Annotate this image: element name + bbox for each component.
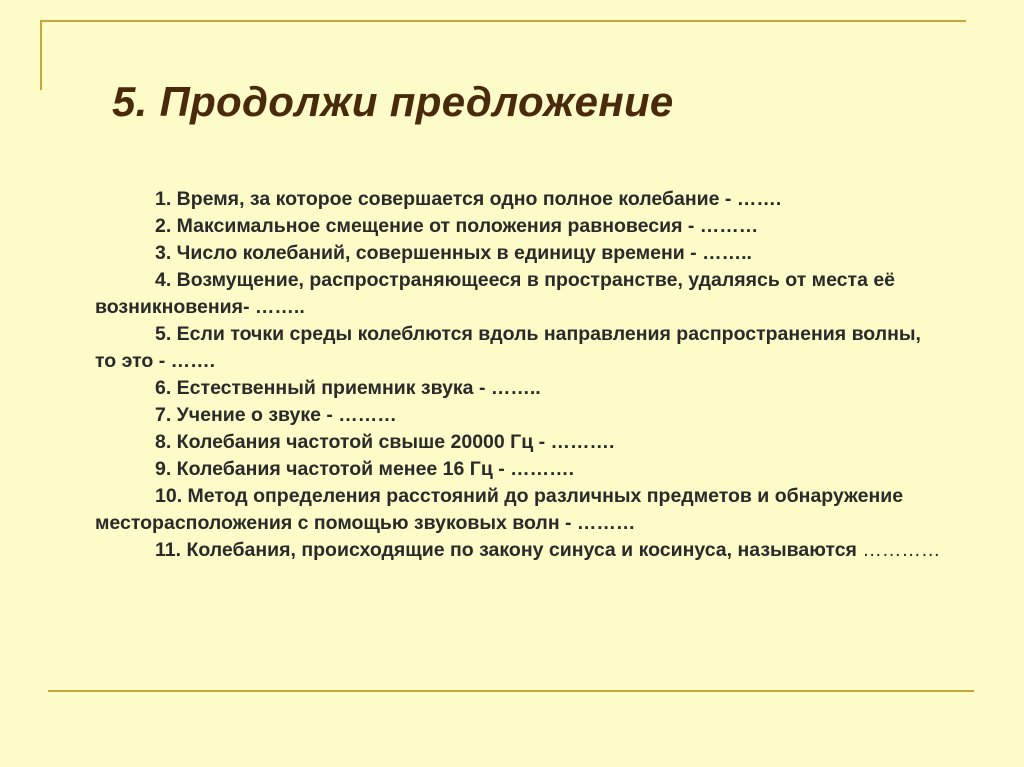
frame-bottom-line [48,690,974,692]
list-item: 7. Учение о звуке - ……… [155,404,397,426]
list-item: 2. Максимальное смещение от положения равновесия - ……… [155,215,759,237]
list-item: 8. Колебания частотой свыше 20000 Гц - ………. [155,431,615,453]
list-item: 1. Время, за которое совершается одно полное колебание - ……. [155,188,782,210]
list-item-last [95,537,945,564]
frame-top-line [40,20,966,22]
list-item: 9. Колебания частотой менее 16 Гц - ………. [155,458,575,480]
list-item: 3. Число колебаний, совершенных в единицу времени - …….. [155,242,752,264]
list-item: 4. Возмущение, распространяющееся в пространстве, удаляясь от места её возникновения- …….. [95,269,896,318]
question-list [95,186,945,564]
list-item: 10. Метод определения расстояний до различных предметов и обнаружение месторасположения с помощью звуковых волн - ……… [95,485,904,534]
list-item-text: 11. Колебания, происходящие по закону синуса и косинуса, называются [155,539,857,561]
blank-dots: ………… [862,539,941,561]
list-item: 5. Если точки среды колеблются вдоль направления распространения волны, то это - ……. [95,323,921,372]
frame-left-line [40,20,42,90]
slide-title: 5. Продолжи предложение [112,78,674,125]
list-item: 6. Естественный приемник звука - …….. [155,377,541,399]
